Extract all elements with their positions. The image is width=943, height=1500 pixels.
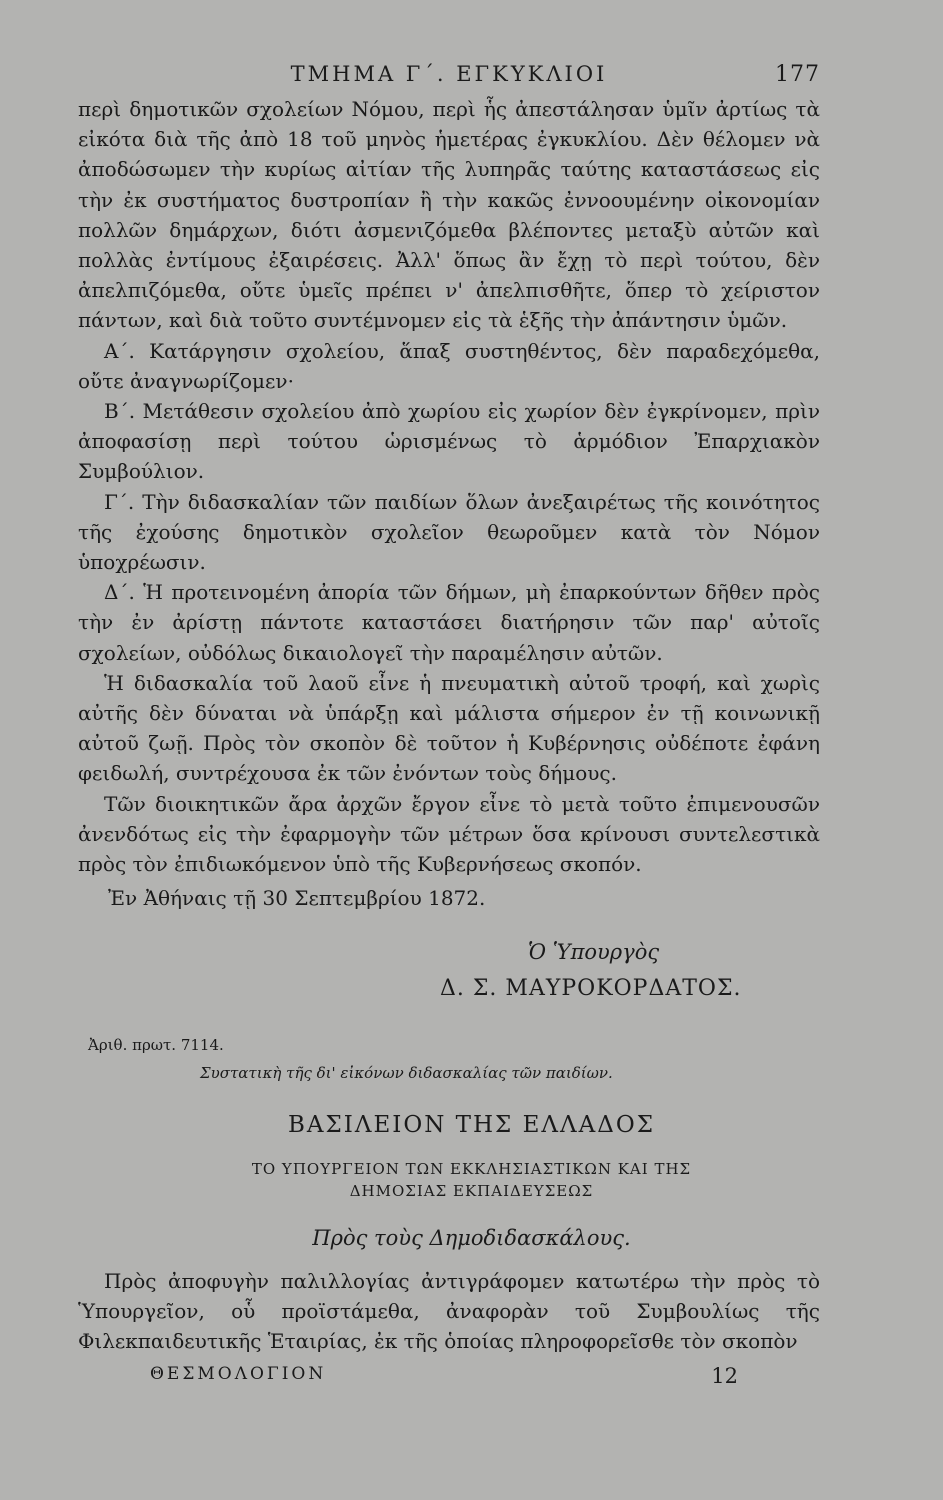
paragraph-opening: περὶ δημοτικῶν σχολείων Νόμου, περὶ ἧς ἀπεστάλησαν ὑμῖν ἀρτίως τὰ εἰκότα διὰ τῆς ἀπὸ 18 τοῦ μηνὸς ἡμετέρας ἐγκυκλίου. Δὲν θέλομεν νὰ ἀποδώσωμεν τὴν κυρίως αἰτίαν τῆς λυπηρᾶς ταύτης καταστάσεως εἰς τὴν ἐκ συστήματος δυστροπίαν ἢ τὴν κακῶς ἐννοουμένην οἰκονομίαν πολλῶν δημάρχων, διότι ἀσμενιζόμεθα βλέποντες μεταξὺ αὐτῶν καὶ πολλὰς ἐντίμους ἐξαιρέσεις. Ἀλλ' ὅπως ἂν ἔχῃ τὸ περὶ τούτου, δὲν ἀπελπιζόμεθα, οὔτε ὑμεῖς πρέπει ν' ἀπελπισθῆτε, ὅπερ τὸ χείριστον πάντων, καὶ διὰ τοῦτο συντέμνομεν εἰς τὰ ἑξῆς τὴν ἀπάντησιν ὑμῶν. <box>78 97 820 333</box>
dateline: Ἐν Ἀθήναις τῇ 30 Σεπτεμβρίου 1872. <box>108 886 486 911</box>
paragraph-teaching: Ἡ διδασκαλία τοῦ λαοῦ εἶνε ἡ πνευματικὴ αὐτοῦ τροφή, καὶ χωρὶς αὐτῆς δὲν δύναται νὰ ὑπάρξῃ καὶ μάλιστα σήμερον ἐν τῇ κοινωνικῇ αὐτοῦ ζωῇ. Πρὸς τὸν σκοπὸν δὲ τοῦτον ἡ Κυβέρνησις οὐδέποτε ἐφάνη φειδωλή, συντρέχουσα ἐκ τῶν ἐνόντων τοὺς δήμους. <box>78 670 820 786</box>
item-b: Β΄. Μετάθεσιν σχολείου ἀπὸ χωρίου εἰς χωρίον δὲν ἐγκρίνομεν, πρὶν ἀποφασίσῃ περὶ τούτου ὡρισμένως τὸ ἁρμόδιον Ἐπαρχιακὸν Συμβούλιον. <box>78 399 820 484</box>
page-footer <box>150 1364 738 1394</box>
signature-mark: 12 <box>711 1364 738 1388</box>
paragraph-authorities: Τῶν διοικητικῶν ἄρα ἀρχῶν ἔργον εἶνε τὸ μετὰ τοῦτο ἐπιμενουσῶν ἀνενδότως εἰς τὴν ἐφαρμογὴν τῶν μέτρων ὅσα κρίνουσι συντελεστικὰ πρὸς τὸν ἐπιδιωκόμενον ὑπὸ τῆς Κυβερνήσεως σκοπόν. <box>78 791 820 877</box>
protocol-number: Ἀριθ. πρωτ. 7114. <box>88 1036 224 1054</box>
ministry-heading <box>0 1158 943 1202</box>
section-title: ΤΜΗΜΑ Γ΄. ΕΓΚΥΚΛΙΟΙ <box>290 62 608 86</box>
kingdom-heading: ΒΑΣΙΛΕΙΟΝ ΤΗΣ ΕΛΛΑΔΟΣ <box>288 1112 655 1138</box>
letter-paragraph: Πρὸς ἀποφυγὴν παλιλλογίας ἀντιγράφομεν κατωτέρω τὴν πρὸς τὸ Ὑπουργεῖον, οὗ προϊστάμεθα, ἀναφορὰν τοῦ Συμβουλίως τῆς Φιλεκπαιδευτικῆς Ἑταιρίας, ἐκ τῆς ὁποίας πληροφορεῖσθε τὸν σκοπὸν <box>78 1269 820 1353</box>
ministry-line-1: ΤΟ ΥΠΟΥΡΓΕΙΟΝ ΤΩΝ ΕΚΚΛΗΣΙΑΣΤΙΚΩΝ ΚΑΙ ΤΗΣ <box>251 1160 692 1178</box>
addressee: Πρὸς τοὺς Δημοδιδασκάλους. <box>312 1226 631 1250</box>
item-d: Δ΄. Ἡ προτεινομένη ἀπορία τῶν δήμων, μὴ ἐπαρκούντων δῆθεν πρὸς τὴν ἐν ἀρίστῃ πάντοτε καταστάσει διατήρησιν τῶν παρ' αὐτοῖς σχολείων, οὐδόλως δικαιολογεῖ τὴν παραμέλησιν αὐτῶν. <box>78 580 820 665</box>
running-header <box>78 62 820 92</box>
item-c: Γ΄. Τὴν διδασκαλίαν τῶν παιδίων ὅλων ἀνεξαιρέτως τῆς κοινότητος τῆς ἐχούσης δημοτικὸν σχολεῖον θεωροῦμεν κατὰ τὸν Νόμον ὑποχρέωσιν. <box>78 489 820 575</box>
page-number: 177 <box>775 62 820 87</box>
circular-body <box>78 94 820 913</box>
document-subject: Συστατικὴ τῆς δι' εἰκόνων διδασκαλίας τῶν παιδίων. <box>200 1064 613 1082</box>
signatory-name: Δ. Σ. ΜΑΥΡΟΚΟΡΔΑΤΟΣ. <box>440 976 742 1001</box>
signatory-role: Ὁ Ὑπουργὸς <box>528 940 660 964</box>
ministry-line-2: ΔΗΜΟΣΙΑΣ ΕΚΠΑΙΔΕΥΣΕΩΣ <box>349 1182 594 1200</box>
book-title: ΘΕΣΜΟΛΟΓΙΟΝ <box>150 1364 327 1384</box>
item-a: Α΄. Κατάργησιν σχολείου, ἅπαξ συστηθέντος, δὲν παραδεχόμεθα, οὔτε ἀναγνωρίζομεν· <box>78 338 820 393</box>
